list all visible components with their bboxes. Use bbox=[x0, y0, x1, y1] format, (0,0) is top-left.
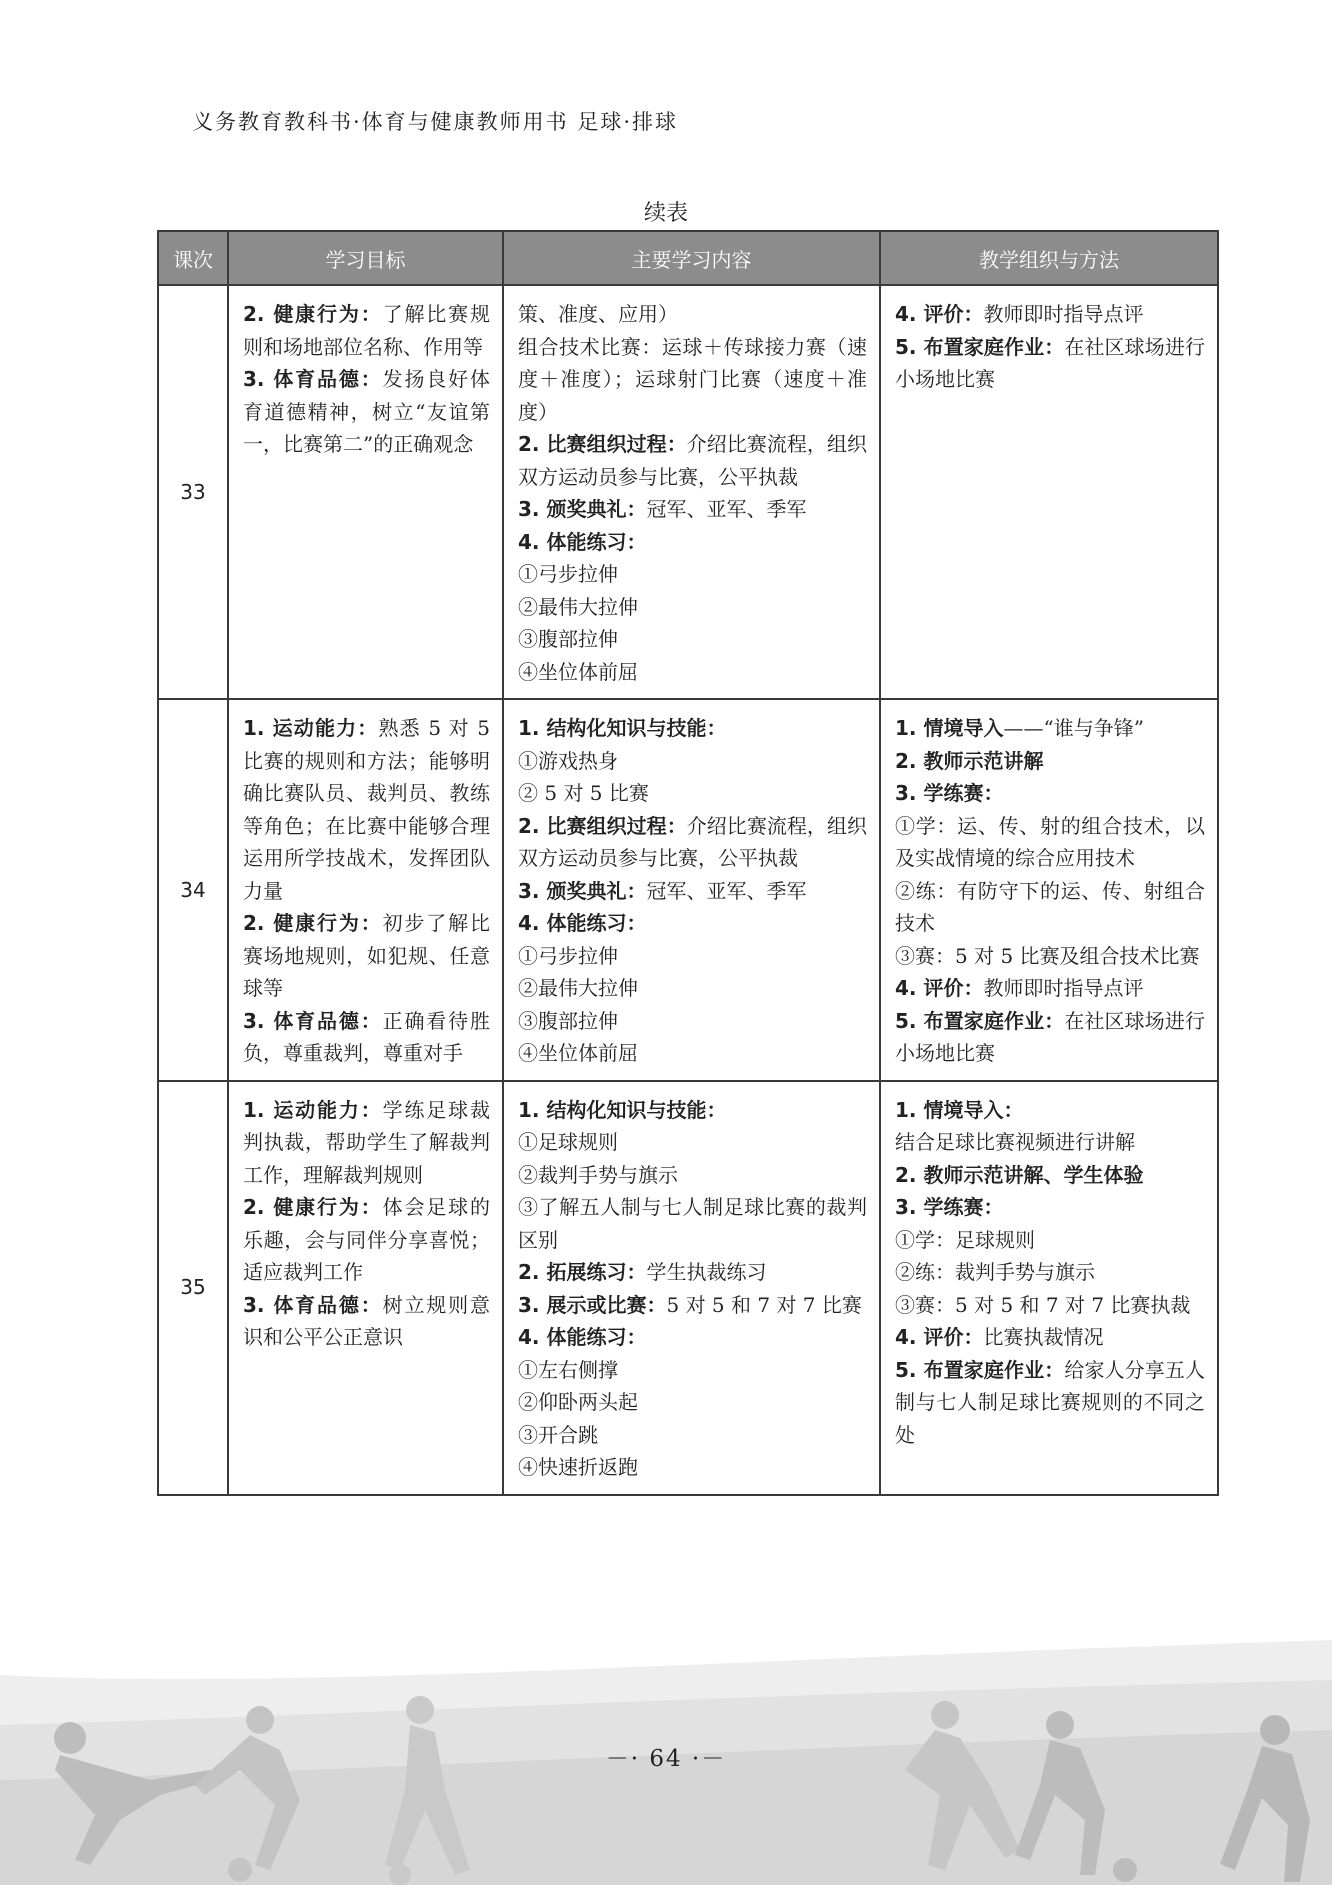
item-text: 熟悉 5 对 5 比赛的规则和方法；能够明确比赛队员、裁判员、教练等角色；在比赛中能够合理运用所学技战术，发挥团队力量 bbox=[243, 716, 490, 903]
cell-goals bbox=[228, 699, 503, 1081]
item-text: 冠军、亚军、季军 bbox=[646, 878, 807, 903]
item-text: 正确看待胜负，尊重裁判，尊重对手 bbox=[243, 1008, 490, 1065]
cell-line bbox=[895, 972, 1205, 1005]
item-text: 初步了解比赛场地规则，如犯规、任意球等 bbox=[243, 911, 490, 1000]
cell-content bbox=[503, 1081, 880, 1495]
cell-line bbox=[518, 1037, 867, 1070]
column-header-methods: 教学组织与方法 bbox=[880, 231, 1218, 285]
item-text: 教师即时指导点评 bbox=[983, 976, 1144, 1000]
item-label: 4. 体能练习： bbox=[518, 1325, 647, 1349]
cell-line bbox=[243, 363, 490, 461]
cell-line bbox=[518, 907, 867, 940]
item-text: 体会足球的乐趣，会与同伴分享喜悦；适应裁判工作 bbox=[243, 1195, 490, 1284]
table-body bbox=[158, 285, 1218, 1495]
cell-line bbox=[518, 1094, 867, 1127]
item-text: ③腹部拉伸 bbox=[518, 627, 618, 651]
item-label: 2. 教师示范讲解、学生体验 bbox=[895, 1162, 1144, 1187]
item-text: ①游戏热身 bbox=[518, 748, 618, 773]
cell-line bbox=[243, 907, 490, 1005]
cell-line bbox=[895, 1126, 1205, 1159]
item-label: 2. 拓展练习： bbox=[518, 1260, 647, 1284]
item-text: ①足球规则 bbox=[518, 1130, 618, 1154]
cell-line bbox=[895, 1224, 1205, 1257]
item-label: 2. 比赛组织过程： bbox=[518, 432, 687, 456]
item-label: 2. 健康行为： bbox=[243, 302, 383, 326]
cell-line bbox=[518, 712, 867, 745]
cell-line bbox=[895, 1094, 1205, 1127]
cell-line bbox=[243, 1191, 490, 1289]
lesson-plan-table bbox=[157, 230, 1219, 1496]
item-label: 1. 运动能力： bbox=[243, 716, 379, 740]
cell-line bbox=[518, 777, 867, 810]
lesson-number: 34 bbox=[158, 699, 228, 1081]
item-label: 3. 体育品德： bbox=[243, 1008, 383, 1033]
item-label: 2. 健康行为： bbox=[243, 1195, 383, 1219]
cell-line bbox=[895, 331, 1205, 396]
cell-line bbox=[518, 1191, 867, 1256]
item-label: 1. 结构化知识与技能： bbox=[518, 716, 727, 740]
cell-line bbox=[243, 1005, 490, 1070]
item-text: ②练：有防守下的运、传、射组合技术 bbox=[895, 878, 1205, 935]
cell-line bbox=[518, 810, 867, 875]
cell-line bbox=[895, 1354, 1205, 1452]
cell-line bbox=[518, 972, 867, 1005]
item-label: 1. 情境导入 bbox=[895, 716, 1004, 740]
cell-line bbox=[895, 810, 1205, 875]
table-row bbox=[158, 699, 1218, 1081]
cell-goals bbox=[228, 285, 503, 699]
item-label: 5. 布置家庭作业： bbox=[895, 334, 1065, 359]
item-text: ③开合跳 bbox=[518, 1422, 598, 1447]
item-text: ①弓步拉伸 bbox=[518, 562, 618, 586]
item-text: 发扬良好体育道德精神，树立“友谊第一，比赛第二”的正确观念 bbox=[243, 367, 490, 456]
item-label: 3. 体育品德： bbox=[243, 1292, 383, 1317]
cell-line bbox=[895, 1005, 1205, 1070]
cell-line bbox=[243, 298, 490, 363]
cell-line bbox=[895, 745, 1205, 778]
item-text: 给家人分享五人制与七人制足球比赛规则的不同之处 bbox=[895, 1357, 1205, 1447]
item-text: ④坐位体前屈 bbox=[518, 659, 638, 684]
cell-line bbox=[518, 493, 867, 526]
item-label: 4. 体能练习： bbox=[518, 529, 647, 554]
cell-line bbox=[518, 1354, 867, 1387]
item-label: 3. 体育品德： bbox=[243, 367, 383, 391]
item-text: 组合技术比赛：运球＋传球接力赛（速度＋准度）；运球射门比赛（速度＋准度） bbox=[518, 334, 867, 424]
cell-line bbox=[243, 712, 490, 907]
cell-line bbox=[518, 1256, 867, 1289]
item-text: ② 5 对 5 比赛 bbox=[518, 781, 649, 805]
cell-line bbox=[895, 298, 1205, 331]
table-row bbox=[158, 1081, 1218, 1495]
item-text: 学练足球裁判执裁，帮助学生了解裁判工作，理解裁判规则 bbox=[243, 1097, 490, 1187]
item-text: ②最伟大拉伸 bbox=[518, 594, 638, 619]
cell-line bbox=[518, 558, 867, 591]
cell-content bbox=[503, 699, 880, 1081]
item-label: 4. 评价： bbox=[895, 302, 984, 326]
cell-line bbox=[518, 1386, 867, 1419]
item-label: 1. 情境导入： bbox=[895, 1097, 1024, 1122]
cell-line bbox=[518, 875, 867, 908]
item-text: ④坐位体前屈 bbox=[518, 1041, 638, 1065]
item-text: ②仰卧两头起 bbox=[518, 1390, 638, 1414]
item-label: 3. 展示或比赛： bbox=[518, 1292, 667, 1317]
item-text: 教师即时指导点评 bbox=[983, 302, 1144, 326]
item-label: 1. 运动能力： bbox=[243, 1097, 383, 1122]
item-text: 结合足球比赛视频进行讲解 bbox=[895, 1130, 1135, 1154]
item-label: 1. 结构化知识与技能： bbox=[518, 1097, 727, 1122]
cell-line bbox=[518, 1419, 867, 1452]
cell-line bbox=[518, 1005, 867, 1038]
item-text: ——“谁与争锋” bbox=[1003, 716, 1144, 740]
item-text: 策、准度、应用） bbox=[518, 302, 678, 326]
cell-line bbox=[895, 777, 1205, 810]
cell-line bbox=[518, 1321, 867, 1354]
item-text: ①学：运、传、射的组合技术，以及实战情境的综合应用技术 bbox=[895, 813, 1205, 870]
cell-line bbox=[895, 940, 1205, 973]
item-label: 4. 体能练习： bbox=[518, 911, 647, 935]
item-label: 2. 比赛组织过程： bbox=[518, 813, 687, 838]
cell-content bbox=[503, 285, 880, 699]
item-text: ②练：裁判手势与旗示 bbox=[895, 1260, 1095, 1284]
cell-line bbox=[518, 591, 867, 624]
cell-line bbox=[518, 940, 867, 973]
item-label: 3. 颁奖典礼： bbox=[518, 497, 647, 521]
item-text: 在社区球场进行小场地比赛 bbox=[895, 1008, 1205, 1065]
cell-line bbox=[895, 1256, 1205, 1289]
item-text: ④快速折返跑 bbox=[518, 1455, 638, 1479]
item-text: ③赛：5 对 5 比赛及组合技术比赛 bbox=[895, 943, 1200, 968]
lesson-number: 33 bbox=[158, 285, 228, 699]
item-label: 2. 教师示范讲解 bbox=[895, 748, 1044, 773]
table-row bbox=[158, 285, 1218, 699]
cell-line bbox=[518, 1126, 867, 1159]
item-text: 5 对 5 和 7 对 7 比赛 bbox=[666, 1292, 862, 1317]
cell-line bbox=[895, 875, 1205, 940]
item-text: 比赛执裁情况 bbox=[983, 1325, 1104, 1349]
item-label: 5. 布置家庭作业： bbox=[895, 1357, 1065, 1382]
table-caption: 续表 bbox=[643, 201, 688, 226]
cell-line bbox=[518, 745, 867, 778]
item-text: 了解比赛规则和场地部位名称、作用等 bbox=[243, 302, 490, 359]
cell-line bbox=[243, 1094, 490, 1192]
cell-line bbox=[895, 1321, 1205, 1354]
item-label: 3. 颁奖典礼： bbox=[518, 878, 647, 903]
cell-methods bbox=[880, 699, 1218, 1081]
cell-methods bbox=[880, 1081, 1218, 1495]
item-label: 2. 健康行为： bbox=[243, 911, 383, 935]
cell-methods bbox=[880, 285, 1218, 699]
item-text: ③腹部拉伸 bbox=[518, 1008, 618, 1033]
item-label: 3. 学练赛： bbox=[895, 1195, 1004, 1219]
cell-line bbox=[895, 1191, 1205, 1224]
cell-line bbox=[895, 1289, 1205, 1322]
item-text: ①左右侧撑 bbox=[518, 1357, 618, 1382]
running-head: 义务教育教科书·体育与健康教师用书 足球·排球 bbox=[192, 110, 679, 134]
item-text: ①弓步拉伸 bbox=[518, 943, 618, 968]
item-label: 4. 评价： bbox=[895, 1325, 984, 1349]
item-text: ③赛：5 对 5 和 7 对 7 比赛执裁 bbox=[895, 1292, 1191, 1317]
item-text: 树立规则意识和公平公正意识 bbox=[243, 1292, 490, 1349]
cell-line bbox=[518, 1289, 867, 1322]
item-text: 介绍比赛流程，组织双方运动员参与比赛，公平执裁 bbox=[518, 432, 867, 489]
item-text: 在社区球场进行小场地比赛 bbox=[895, 334, 1205, 391]
cell-line bbox=[243, 1289, 490, 1354]
item-label: 4. 评价： bbox=[895, 976, 984, 1000]
cell-line bbox=[895, 712, 1205, 745]
item-text: ②最伟大拉伸 bbox=[518, 976, 638, 1000]
item-label: 3. 学练赛： bbox=[895, 781, 1004, 805]
item-text: 介绍比赛流程，组织双方运动员参与比赛，公平执裁 bbox=[518, 813, 867, 870]
cell-line bbox=[518, 298, 867, 331]
cell-line bbox=[518, 526, 867, 559]
cell-line bbox=[518, 1451, 867, 1484]
item-label: 5. 布置家庭作业： bbox=[895, 1008, 1065, 1033]
item-text: ②裁判手势与旗示 bbox=[518, 1162, 678, 1187]
item-text: ①学：足球规则 bbox=[895, 1227, 1035, 1252]
column-header-content: 主要学习内容 bbox=[503, 231, 880, 285]
cell-line bbox=[518, 331, 867, 429]
cell-line bbox=[518, 623, 867, 656]
page-number: －· 64 ·－ bbox=[605, 1746, 727, 1772]
column-header-goals: 学习目标 bbox=[228, 231, 503, 285]
item-text: 冠军、亚军、季军 bbox=[646, 497, 807, 521]
cell-line bbox=[895, 1159, 1205, 1192]
column-header-lesson: 课次 bbox=[158, 231, 228, 285]
cell-line bbox=[518, 1159, 867, 1192]
lesson-number: 35 bbox=[158, 1081, 228, 1495]
cell-line bbox=[518, 656, 867, 689]
table-header-row bbox=[158, 231, 1218, 285]
cell-line bbox=[518, 428, 867, 493]
item-text: ③了解五人制与七人制足球比赛的裁判区别 bbox=[518, 1195, 867, 1252]
cell-goals bbox=[228, 1081, 503, 1495]
item-text: 学生执裁练习 bbox=[646, 1260, 767, 1284]
